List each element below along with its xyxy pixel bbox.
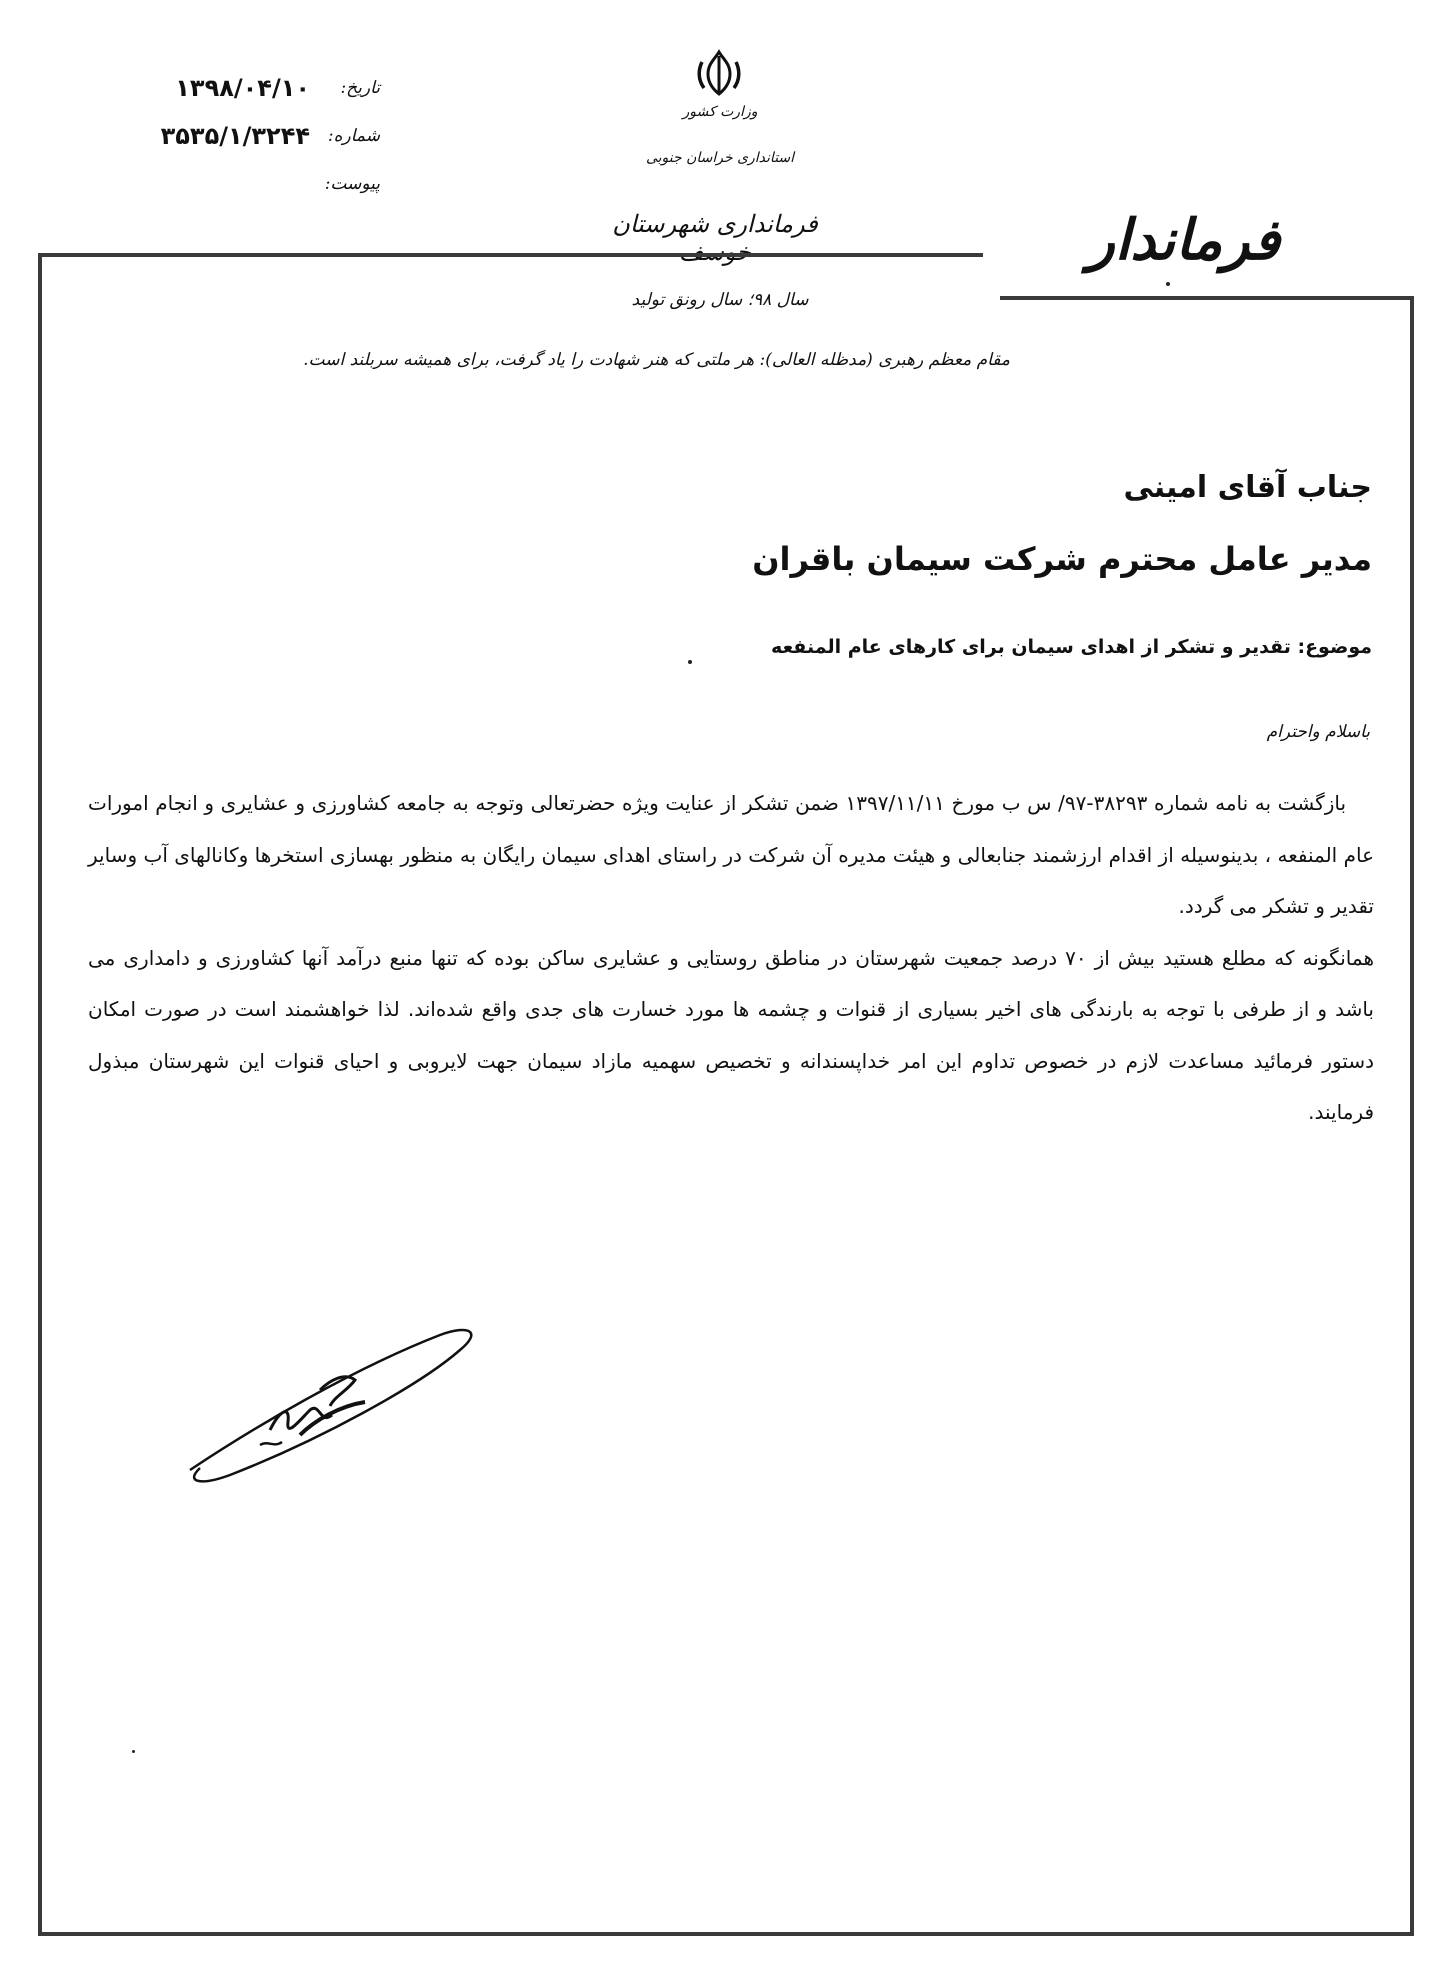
- frame-bottom-border: [38, 1932, 1414, 1936]
- date-row: [120, 74, 380, 122]
- year-slogan: سال ۹۸؛ سال رونق تولید: [631, 290, 809, 310]
- greeting: باسلام واحترام: [1266, 722, 1370, 742]
- letter-meta: [120, 74, 380, 218]
- governor-logo: فرماندار: [1087, 207, 1280, 273]
- recipient-title: مدیر عامل محترم شرکت سیمان باقران: [752, 540, 1372, 578]
- attachment-label: پیوست:: [324, 174, 380, 194]
- date-label: تاریخ:: [340, 78, 380, 98]
- handwritten-signature-icon: [170, 1310, 490, 1490]
- number-label: شماره:: [327, 126, 380, 146]
- scan-speck: [1166, 282, 1170, 286]
- frame-right-border: [1410, 296, 1414, 1935]
- letter-subject: موضوع: تقدیر و تشکر از اهدای سیمان برای کارهای عام المنفعه: [771, 636, 1372, 658]
- office-name: فرمانداری شهرستان خوسف: [612, 210, 818, 266]
- frame-top-border: [38, 253, 983, 257]
- body-paragraph: بازگشت به نامه شماره ۳۸۲۹۳-۹۷/ س ب مورخ ۱۳۹۷/۱۱/۱۱ ضمن تشکر از عنایت ویژه حضرتعالی وتوجه به جامعه کشاورزی و عشایری و انجام امورات عام المنفعه ، بدینوسیله از اقدام ارزشمند جنابعالی و هیئت مدیره آن شرکت در راستای اهدای سیمان رایگان به منظور بهسازی استخرها وکانالهای آب وسایر تقدیر و تشکر می گردد.: [88, 791, 1374, 918]
- leader-quote: مقام معظم رهبری (مدظله العالی): هر ملتی که هنر شهادت را یاد گرفت، برای همیشه سربلند است.: [303, 350, 1010, 370]
- letter-body: [88, 778, 1374, 1139]
- attachment-row: [120, 170, 380, 218]
- scan-speck: [132, 1750, 135, 1753]
- frame-top-right-border: [1000, 296, 1412, 300]
- province-name: استانداری خراسان جنوبی: [645, 150, 795, 166]
- recipient-name: جناب آقای امینی: [1123, 470, 1372, 505]
- iran-emblem-icon: [694, 48, 744, 98]
- scan-speck: [688, 660, 692, 664]
- number-value: ۳۵۳۵/۱/۳۲۴۴: [160, 122, 310, 150]
- number-row: [120, 122, 380, 170]
- ministry-name: وزارت کشور: [682, 104, 758, 120]
- body-paragraph: همانگونه که مطلع هستید بیش از ۷۰ درصد جمعیت شهرستان در مناطق روستایی و عشایری ساکن بوده که تنها منبع درآمد آنها کشاورزی و دامداری می باشد و از طرفی با توجه به بارندگی های اخیر بسیاری از قنوات و چشمه ها مورد خسارت های جدی واقع شده‌اند. لذا خواهشمند است در صورت امکان دستور فرمائید مساعدت لازم در خصوص تداوم این امر خداپسندانه و تخصیص سهمیه مازاد سیمان جهت لایروبی و احیای قنوات این شهرستان مبذول فرمایند.: [88, 945, 1374, 1124]
- frame-left-border: [38, 253, 42, 1935]
- date-value: ۱۳۹۸/۰۴/۱۰: [175, 74, 310, 102]
